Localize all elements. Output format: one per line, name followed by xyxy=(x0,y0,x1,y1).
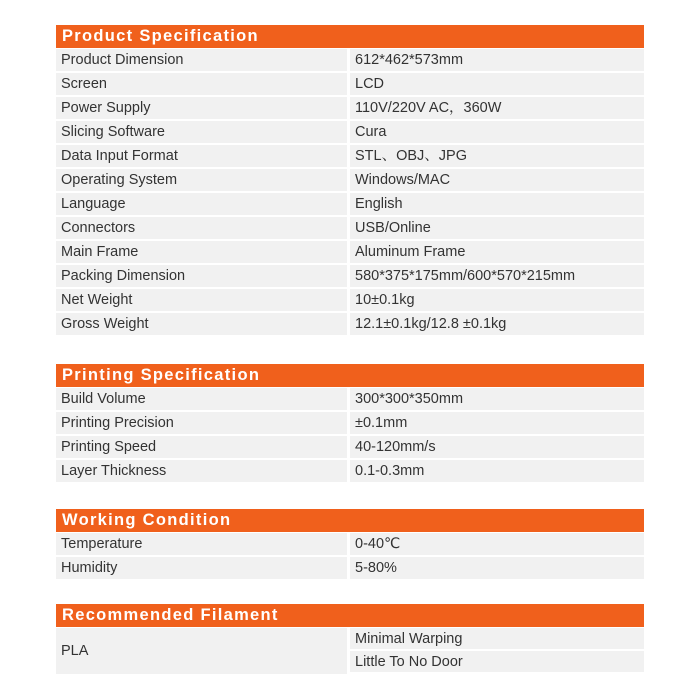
spec-label: Operating System xyxy=(56,169,347,191)
printing-specification-section xyxy=(56,364,644,484)
recommended-filament-rows xyxy=(56,628,644,674)
spec-value: 12.1±0.1kg/12.8 ±0.1kg xyxy=(350,313,644,335)
spec-row xyxy=(56,412,644,434)
filament-features xyxy=(350,628,644,674)
spec-value: 612*462*573mm xyxy=(350,49,644,71)
product-specification-header: Product Specification xyxy=(56,25,644,48)
spec-row xyxy=(56,49,644,71)
spec-value: STL、OBJ、JPG xyxy=(350,145,644,167)
spec-value: 0-40℃ xyxy=(350,533,644,555)
spec-value: LCD xyxy=(350,73,644,95)
spec-row xyxy=(56,145,644,167)
spec-row xyxy=(56,557,644,579)
recommended-filament-section xyxy=(56,604,644,674)
spec-row xyxy=(56,289,644,311)
spec-row xyxy=(56,241,644,263)
spec-row xyxy=(56,73,644,95)
spec-label: Main Frame xyxy=(56,241,347,263)
product-specification-rows xyxy=(56,49,644,335)
spec-label: Screen xyxy=(56,73,347,95)
spec-value: 0.1-0.3mm xyxy=(350,460,644,482)
spec-value: 10±0.1kg xyxy=(350,289,644,311)
spec-label: Product Dimension xyxy=(56,49,347,71)
spec-label: Temperature xyxy=(56,533,347,555)
spec-label: Net Weight xyxy=(56,289,347,311)
spec-label: Power Supply xyxy=(56,97,347,119)
spec-label: Build Volume xyxy=(56,388,347,410)
spec-row xyxy=(56,265,644,287)
spec-value: USB/Online xyxy=(350,217,644,239)
recommended-filament-header: Recommended Filament xyxy=(56,604,644,627)
spec-label: Printing Precision xyxy=(56,412,347,434)
spec-row xyxy=(56,533,644,555)
spec-value: 300*300*350mm xyxy=(350,388,644,410)
spec-value: 40-120mm/s xyxy=(350,436,644,458)
spec-row xyxy=(56,217,644,239)
spec-value: English xyxy=(350,193,644,215)
spec-value: Cura xyxy=(350,121,644,143)
spec-row xyxy=(56,388,644,410)
spec-row xyxy=(56,460,644,482)
spec-label: Printing Speed xyxy=(56,436,347,458)
spec-value: 580*375*175mm/600*570*215mm xyxy=(350,265,644,287)
working-condition-rows xyxy=(56,533,644,579)
working-condition-header: Working Condition xyxy=(56,509,644,532)
spec-label: Data Input Format xyxy=(56,145,347,167)
spec-value: Windows/MAC xyxy=(350,169,644,191)
printing-specification-header: Printing Specification xyxy=(56,364,644,387)
spec-label: Connectors xyxy=(56,217,347,239)
spec-row xyxy=(56,193,644,215)
spec-label: Slicing Software xyxy=(56,121,347,143)
spec-row xyxy=(56,97,644,119)
spec-row xyxy=(56,121,644,143)
spec-value: Aluminum Frame xyxy=(350,241,644,263)
spec-label: Packing Dimension xyxy=(56,265,347,287)
spec-value: ±0.1mm xyxy=(350,412,644,434)
spec-row xyxy=(56,436,644,458)
spec-label: Humidity xyxy=(56,557,347,579)
working-condition-section xyxy=(56,509,644,581)
filament-feature: Minimal Warping xyxy=(350,628,644,649)
spec-row xyxy=(56,169,644,191)
printing-specification-rows xyxy=(56,388,644,482)
spec-row xyxy=(56,313,644,335)
spec-value: 5-80% xyxy=(350,557,644,579)
filament-material: PLA xyxy=(56,628,347,674)
spec-label: Layer Thickness xyxy=(56,460,347,482)
filament-feature: Little To No Door xyxy=(350,651,644,672)
filament-row xyxy=(56,628,644,674)
spec-label: Language xyxy=(56,193,347,215)
spec-value: 110V/220V AC，360W xyxy=(350,97,644,119)
spec-label: Gross Weight xyxy=(56,313,347,335)
product-specification-section xyxy=(56,25,644,337)
